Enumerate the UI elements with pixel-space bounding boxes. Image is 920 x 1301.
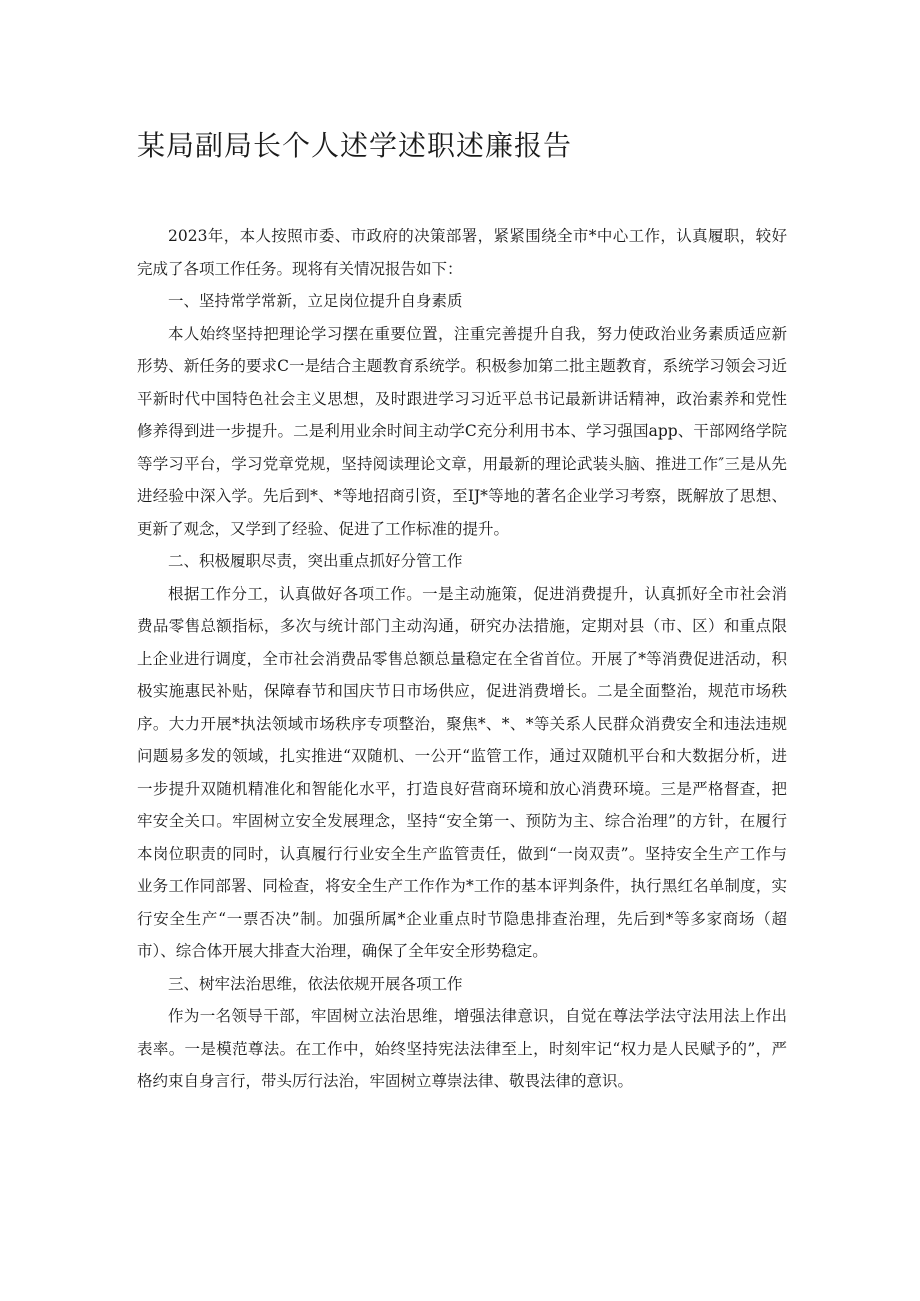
document-body [137, 220, 787, 1098]
section-3-paragraph: 作为一名领导干部，牢固树立法治思维，增强法律意识，自觉在尊法学法守法用法上作出表率。一是模范尊法。在工作中，始终坚持宪法法律至上，时刻牢记“权力是人民赋予的”，严格约束自身言行，带头厉行法治，牢固树立尊崇法律、敬畏法律的意识。 [137, 1007, 787, 1090]
section-1-paragraph: 本人始终坚持把理论学习摆在重要位置，注重完善提升自我，努力使政治业务素质适应新形势、新任务的要求C一是结合主题教育系统学。积极参加第二批主题教育，系统学习领会习近平新时代中国特色社会主义思想，及时跟进学习习近平总书记最新讲话精神，政治素养和党性修养得到进一步提升。二是利用业余时间主动学C充分利用书本、学习强国app、干部网络学院等学习平台，学习党章党规，坚持阅读理论文章，用最新的理论武装头脑、推进工作″三是从先进经验中深入学。先后到*、*等地招商引资，至IJ*等地的著名企业学习考察，既解放了思想、更新了观念，又学到了经验、促进了工作标准的提升。 [137, 324, 787, 538]
section-2-paragraph: 根据工作分工，认真做好各项工作。一是主动施策，促进消费提升，认真抓好全市社会消费品零售总额指标，多次与统计部门主动沟通，研究办法措施，定期对县（市、区）和重点限上企业进行调度，全市社会消费品零售总额总量稳定在全省首位。开展了*等消费促进活动，积极实施惠民补贴，保障春节和国庆节日市场供应，促进消费增长。二是全面整治，规范市场秩序。大力开展*执法领域市场秩序专项整治，聚焦*、*、*等关系人民群众消费安全和违法违规问题易多发的领域，扎实推进“双随机、一公开“监管工作，通过双随机平台和大数据分析，进一步提升双随机精准化和智能化水平，打造良好营商环境和放心消费环境。三是严格督查，把牢安全关口。牢固树立安全发展理念，坚持“安全第一、预防为主、综合治理”的方针，在履行本岗位职责的同时，认真履行行业安全生产监管责任，做到“一岗双责”。坚持安全生产工作与业务工作同部署、同检查，将安全生产工作作为*工作的基本评判条件，执行黑红名单制度，实行安全生产“一票否决”制。加强所属*企业重点时节隐患排查治理，先后到*等多家商场（超市）、综合体开展大排查大治理，确保了全年安全形势稳定。 [137, 584, 787, 960]
document-title: 某局副局长个人述学述职述廉报告 [137, 129, 573, 162]
section-heading-1: 一、坚持常学常新，立足岗位提升自身素质 [168, 292, 463, 310]
intro-paragraph: 2023年，本人按照市委、市政府的决策部署，紧紧围绕全市*中心工作，认真履职，较好完成了各项工作任务。现将有关情况报告如下： [137, 227, 787, 278]
section-heading-3: 三、树牢法治思维，依法依规开展各项工作 [168, 974, 463, 993]
section-heading-2: 二、积极履职尽责，突出重点抓好分管工作 [168, 552, 463, 570]
